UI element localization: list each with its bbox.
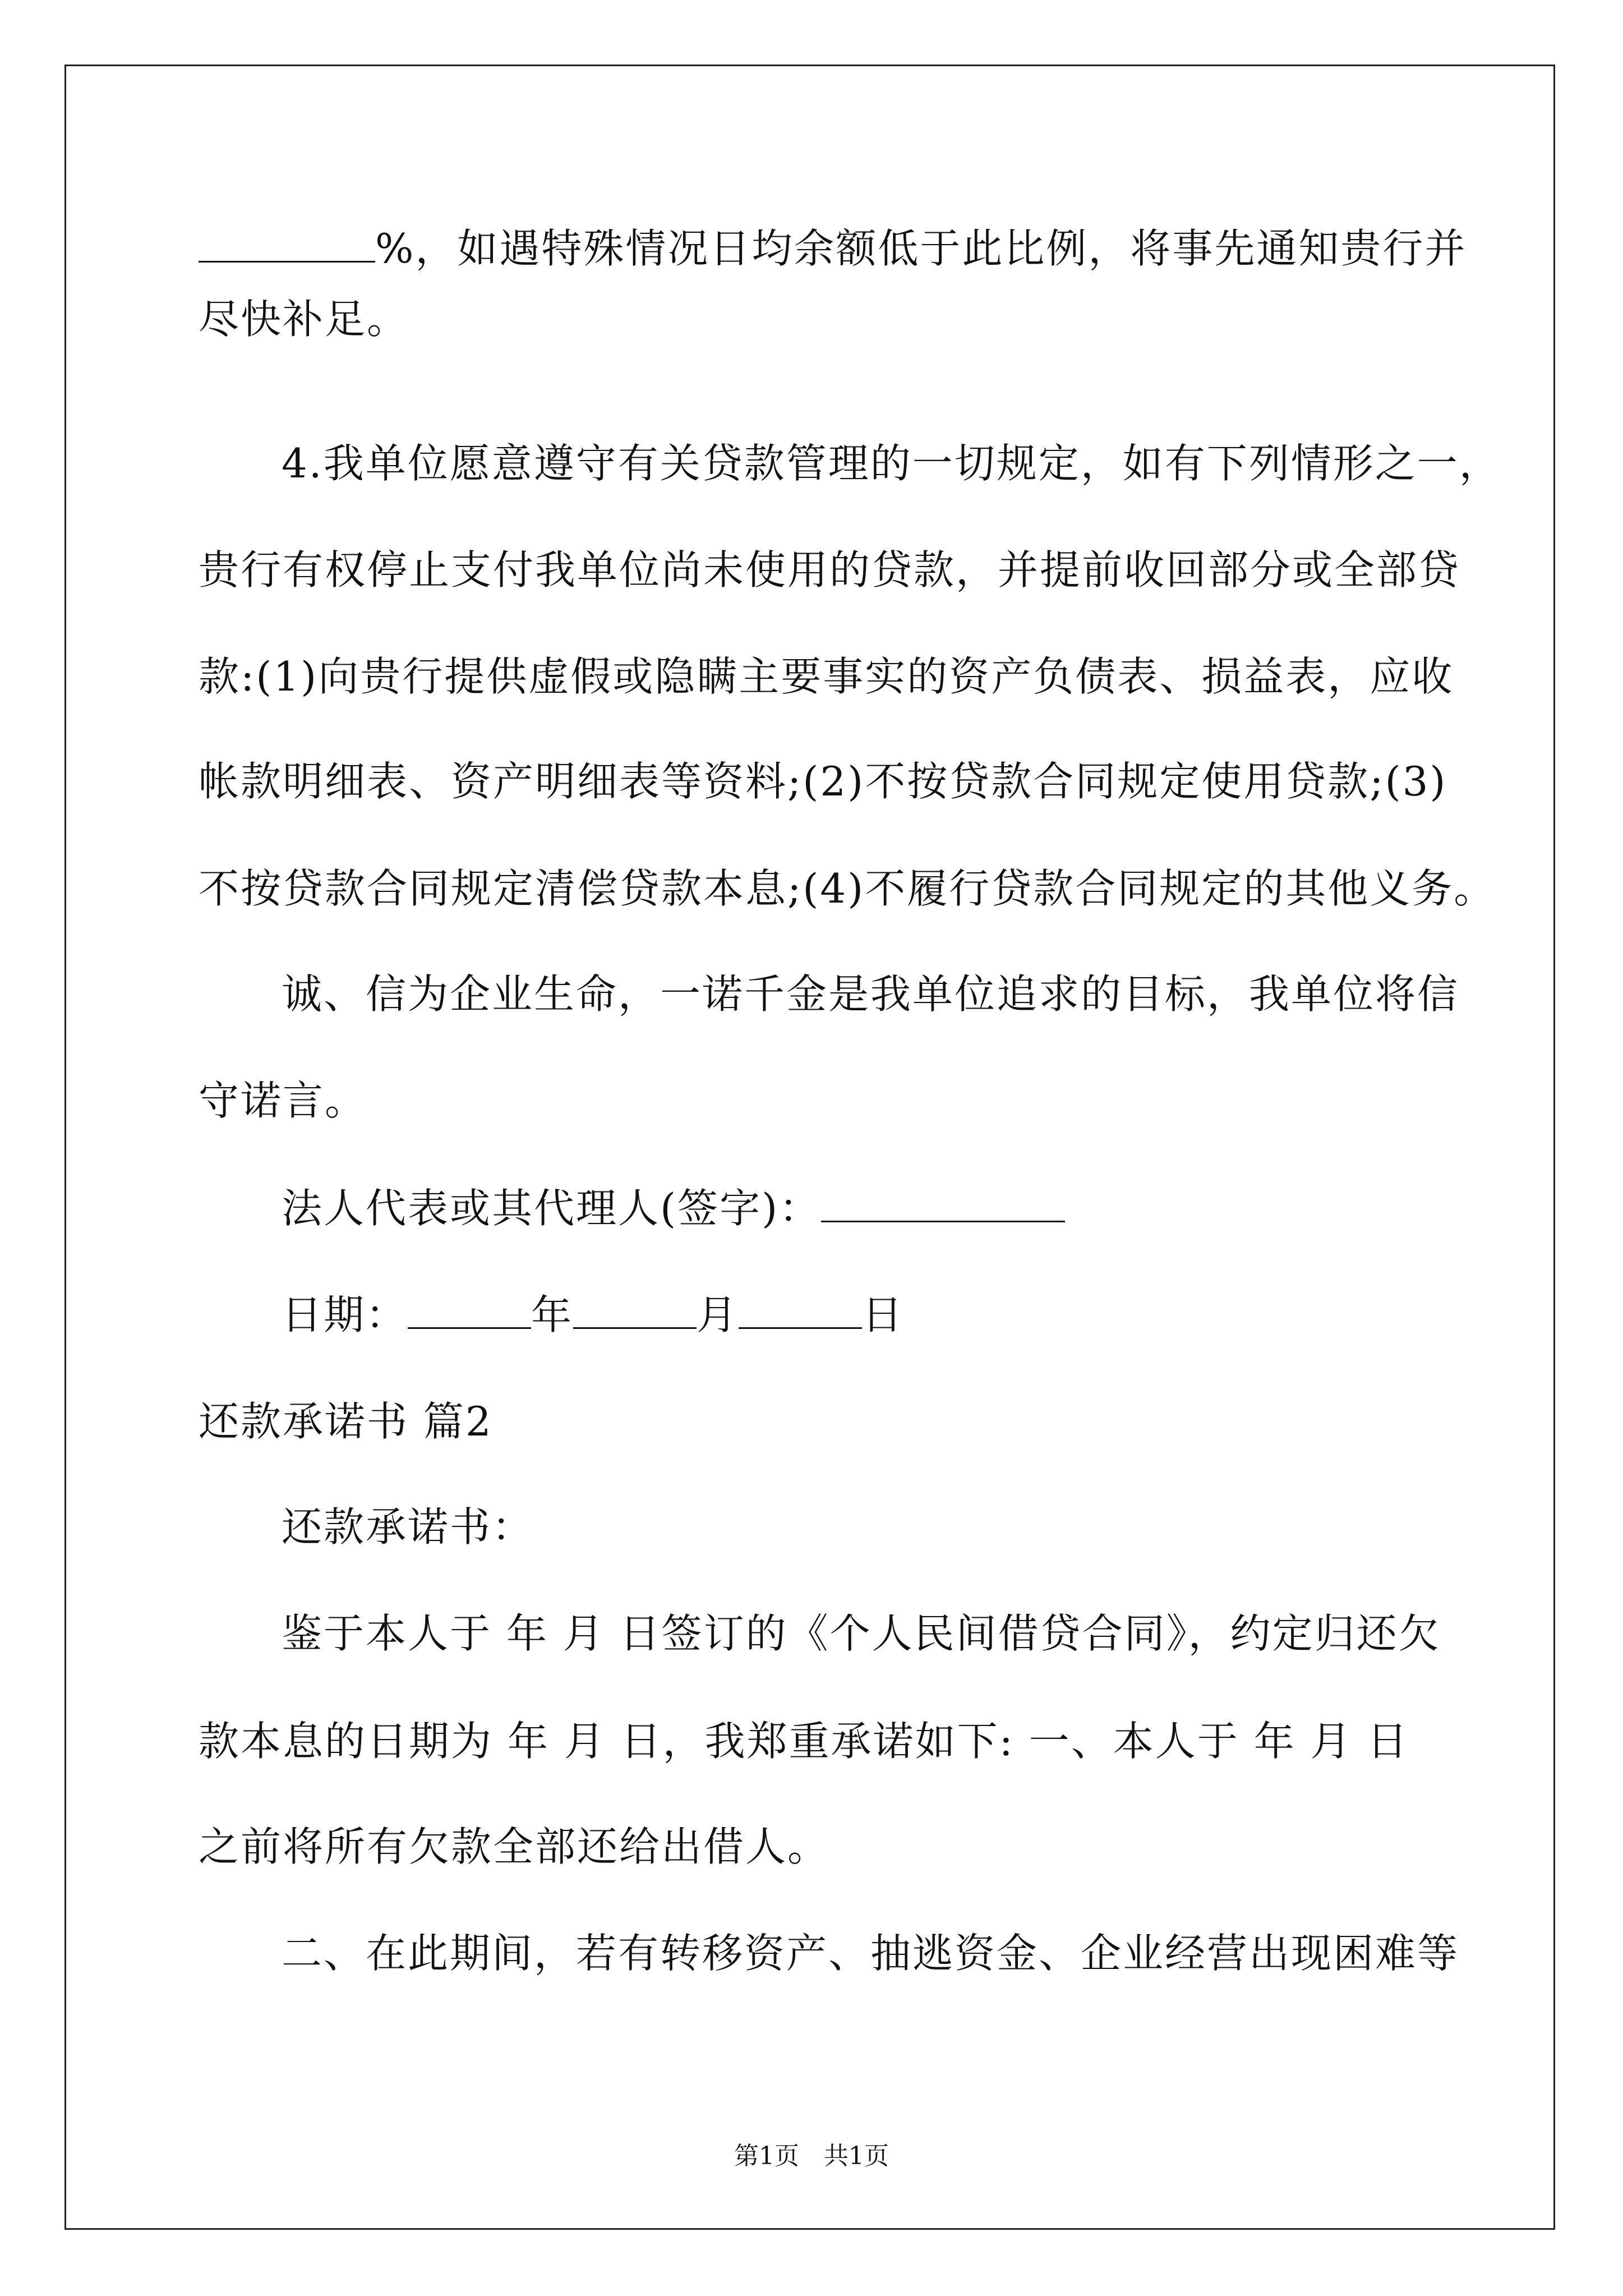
date-day: 日 [862,1291,905,1338]
paragraph-line: 鉴于本人于 年 月 日签订的《个人民间借贷合同》，约定归还欠 [282,1610,1441,1657]
date-year: 年 [531,1291,574,1338]
paragraph-line: 之前将所有欠款全部还给出借人。 [199,1823,830,1870]
letter-title: 还款承诺书： [282,1503,534,1550]
year-blank [408,1294,531,1329]
paragraph-line: 守诺言。 [199,1077,367,1124]
day-blank [739,1294,862,1329]
paragraph-line: 贵行有权停止支付我单位尚未使用的贷款，并提前收回部分或全部贷 [199,546,1461,593]
paragraph-line: 二、在此期间，若有转移资产、抽逃资金、企业经营出现困难等 [282,1930,1460,1977]
section-heading: 还款承诺书 篇2 [199,1398,493,1445]
paragraph-line: 帐款明细表、资产明细表等资料;(2)不按贷款合同规定使用贷款;(3) [199,758,1447,805]
paragraph-line: 款:(1)向贵行提供虚假或隐瞒主要事实的资产负债表、损益表，应收 [199,653,1454,700]
paragraph-line [199,225,1467,272]
paragraph-text: %，如遇特殊情况日均余额低于此比例，将事先通知贵行并 [375,225,1467,272]
paragraph-line: 诚、信为企业生命，一诺千金是我单位追求的目标，我单位将信 [282,970,1460,1018]
date-month: 月 [697,1291,739,1338]
date-label: 日期： [282,1291,408,1338]
page-footer: 第1页 共1页 [734,2142,889,2170]
page-border [64,65,1555,2230]
paragraph-line: 不按贷款合同规定清偿贷款本息;(4)不履行贷款合同规定的其他义务。 [199,865,1496,912]
paragraph-line: 款本息的日期为 年 月 日，我郑重承诺如下: 一、本人于 年 月 日 [199,1718,1409,1765]
signature-label: 法人代表或其代理人(签字)： [282,1185,822,1232]
month-blank [573,1294,697,1329]
fill-blank [199,227,375,263]
signature-line [282,1185,1065,1232]
signature-blank [821,1187,1065,1222]
paragraph-line: 4.我单位愿意遵守有关贷款管理的一切规定，如有下列情形之一， [282,440,1501,487]
date-line [282,1291,905,1338]
paragraph-line: 尽快补足。 [199,296,409,343]
